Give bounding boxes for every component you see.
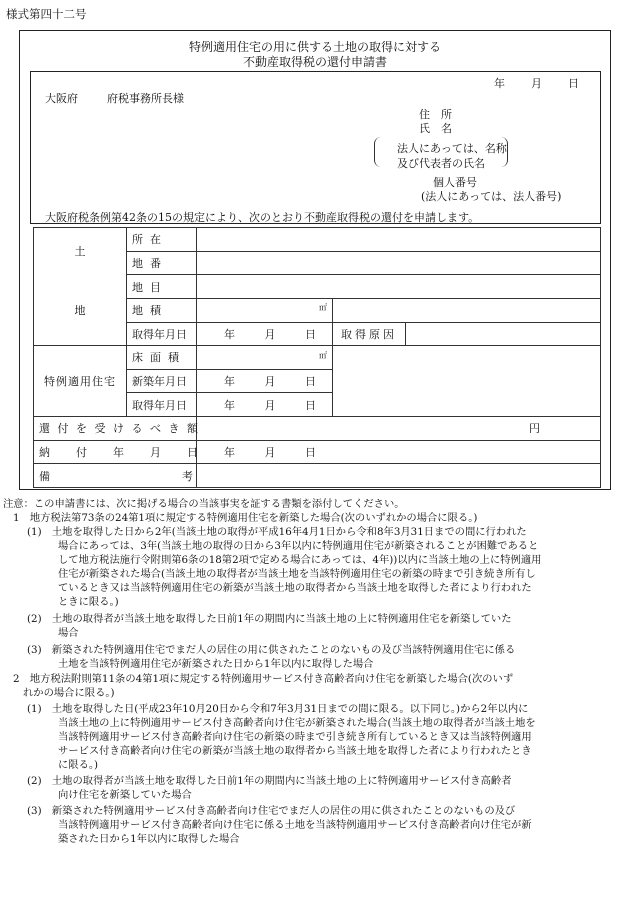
note-line: 当該特例適用サービス付き高齢者向け住宅の新築の時まで引き続き所有しているとき又は当該特例適用 — [58, 731, 532, 743]
built-date-field[interactable] — [197, 369, 333, 393]
blank-cell — [333, 393, 601, 417]
corporate-number-note: (法人にあっては、法人番号) — [421, 190, 562, 203]
payment-date-field[interactable] — [197, 440, 601, 464]
built-date-label: 新築年月日 — [127, 369, 197, 393]
house-acquired-date-field[interactable] — [197, 393, 333, 417]
note-line: (3) 新築された特例適用住宅でまだ人の居住の用に供されたことのないもの及び当該特例適用住宅に係る — [27, 644, 516, 656]
table-row — [34, 275, 601, 299]
land-group-label-bottom: 地 — [34, 275, 127, 346]
note-line: 場合にあっては、3年(当該土地の取得の日から3年以内に特例適用住宅が新築されることが困難であると — [58, 540, 539, 552]
land-category-field[interactable] — [197, 275, 601, 299]
floor-area-field[interactable] — [197, 346, 333, 370]
refund-amount-label: 還付を受けるべき額 — [34, 417, 197, 441]
month-unit: 月 — [264, 327, 276, 341]
month-unit: 月 — [264, 398, 276, 412]
note-line: ときに限る。) — [58, 596, 119, 608]
applicant-section — [30, 71, 601, 224]
note-line: 場合 — [58, 627, 79, 639]
note-line: (3) 新築された特例適用サービス付き高齢者向け住宅でまだ人の居住の用に供されたことのないもの及び — [27, 805, 516, 817]
date-month-label: 月 — [531, 77, 542, 90]
declaration-text: 大阪府税条例第42条の15の規定により、次のとおり不動産取得税の還付を申請します。 — [45, 211, 480, 224]
year-unit: 年 — [224, 375, 235, 389]
remarks-label: 備考 — [34, 464, 197, 488]
corporation-note-2: 及び代表者の氏名 — [397, 157, 485, 170]
date-year-label: 年 — [494, 77, 505, 90]
house-acquired-date-label: 取得年月日 — [127, 393, 197, 417]
land-acquired-date-label: 取得年月日 — [127, 322, 197, 346]
table-row — [34, 346, 601, 370]
note-line: に限る。) — [58, 759, 99, 771]
table-row — [34, 228, 601, 252]
sqm-unit: ㎡ — [319, 350, 327, 360]
day-unit: 日 — [305, 327, 316, 341]
form-title-line1: 特例適用住宅の用に供する土地の取得に対する — [188, 40, 441, 54]
address-label: 住所 — [419, 108, 463, 121]
day-unit: 日 — [305, 398, 316, 412]
year-unit: 年 — [224, 398, 235, 412]
note-line: 当該特例適用サービス付き高齢者向け住宅に係る土地を当該特例適用サービス付き高齢者向け住宅が新 — [58, 819, 532, 831]
name-label: 氏名 — [419, 122, 463, 135]
note-line: (2) 土地の取得者が当該土地を取得した日前1年の期間内に当該土地の上に特例適用サービス付き高齢者 — [27, 775, 512, 787]
tax-office-addressee: 府税事務所長様 — [107, 92, 184, 105]
form-number: 様式第四十二号 — [6, 7, 87, 21]
month-unit: 月 — [264, 375, 276, 389]
prefecture-name: 大阪府 — [45, 92, 78, 105]
floor-area-label: 床面積 — [127, 346, 197, 370]
table-row — [34, 464, 601, 488]
land-area-field[interactable] — [197, 298, 333, 322]
house-group-label: 特例適用住宅 — [34, 346, 127, 417]
note-line: 当該土地の上に特例適用サービス付き高齢者向け住宅が新築された場合(当該土地の取得者が当該土地を — [58, 717, 536, 729]
note-line: 向け住宅を新築していた場合 — [58, 789, 192, 801]
day-unit: 日 — [305, 375, 316, 389]
payment-date-label: 納付年月日 — [34, 440, 197, 464]
acquisition-cause-label: 取得原因 — [333, 322, 406, 346]
lot-number-label: 地番 — [127, 251, 197, 275]
form-title-line2: 不動産取得税の還付申請書 — [242, 55, 387, 69]
location-field[interactable] — [197, 228, 601, 252]
acquisition-cause-field[interactable] — [406, 322, 601, 346]
note-line: 注意：この申請書には、次に掲げる場合の当該事実を証する書類を添付してください。 — [3, 498, 405, 510]
blank-cell — [333, 369, 601, 393]
land-acquired-date-field[interactable] — [197, 322, 333, 346]
table-row — [34, 417, 601, 441]
note-line: (1) 土地を取得した日(平成23年10月20日から令和7年3月31日までの間に限る。以下同じ。)から2年以内に — [27, 703, 529, 715]
note-line: して地方税法施行令附則第6条の18第2項で定める場合にあっては、4年))以内に当該土地の上に特例適用 — [58, 554, 542, 566]
location-label: 所在 — [127, 228, 197, 252]
note-line: (2) 土地の取得者が当該土地を取得した日前1年の期間内に当該土地の上に特例適用住宅を新築していた — [27, 613, 512, 625]
individual-number-label: 個人番号 — [433, 176, 477, 189]
note-line: 築された日から1年以内に取得した場合 — [58, 833, 240, 845]
land-group-label-top: 土 — [34, 228, 127, 275]
corporation-note-1: 法人にあっては、名称 — [397, 142, 507, 155]
corporation-bracket — [374, 137, 508, 167]
year-unit: 年 — [224, 445, 235, 459]
blank-cell — [333, 346, 601, 370]
day-unit: 日 — [305, 445, 316, 459]
note-line: 土地を当該特例適用住宅が新築された日から1年以内に取得した場合 — [58, 658, 374, 670]
note-line: れかの場合に限る。) — [23, 687, 115, 699]
lot-number-field[interactable] — [197, 251, 601, 275]
month-unit: 月 — [264, 445, 276, 459]
yen-unit: 円 — [529, 422, 541, 436]
note-line: ているとき又は当該特例適用住宅の新築が当該土地の取得者から当該土地を取得した者により行われた — [58, 582, 532, 594]
note-line: 住宅が新築された場合(当該土地の取得者が当該土地を当該特例適用住宅の新築の時まで引き続き所有し — [58, 568, 536, 580]
note-line: (1) 土地を取得した日から2年(当該土地の取得が平成16年4月1日から令和8年3月31日までの間に行われた — [27, 526, 527, 538]
details-table — [33, 227, 601, 488]
sqm-unit: ㎡ — [319, 303, 327, 313]
note-line: 2 地方税法附則第11条の4第1項に規定する特例適用サービス付き高齢者向け住宅を新築した場合(次のいず — [13, 673, 514, 685]
date-day-label: 日 — [568, 77, 579, 90]
year-unit: 年 — [224, 327, 235, 341]
refund-amount-field[interactable] — [197, 417, 601, 441]
land-area-label: 地積 — [127, 298, 197, 322]
note-line: 1 地方税法第73条の24第1項に規定する特例適用住宅を新築した場合(次のいずれかの場合に限る。) — [13, 512, 478, 524]
table-row — [34, 440, 601, 464]
blank-cell — [333, 298, 601, 322]
note-line: サービス付き高齢者向け住宅の新築が当該土地の取得者から当該土地を取得した者により行われたとき — [58, 745, 532, 757]
land-category-label: 地目 — [127, 275, 197, 299]
